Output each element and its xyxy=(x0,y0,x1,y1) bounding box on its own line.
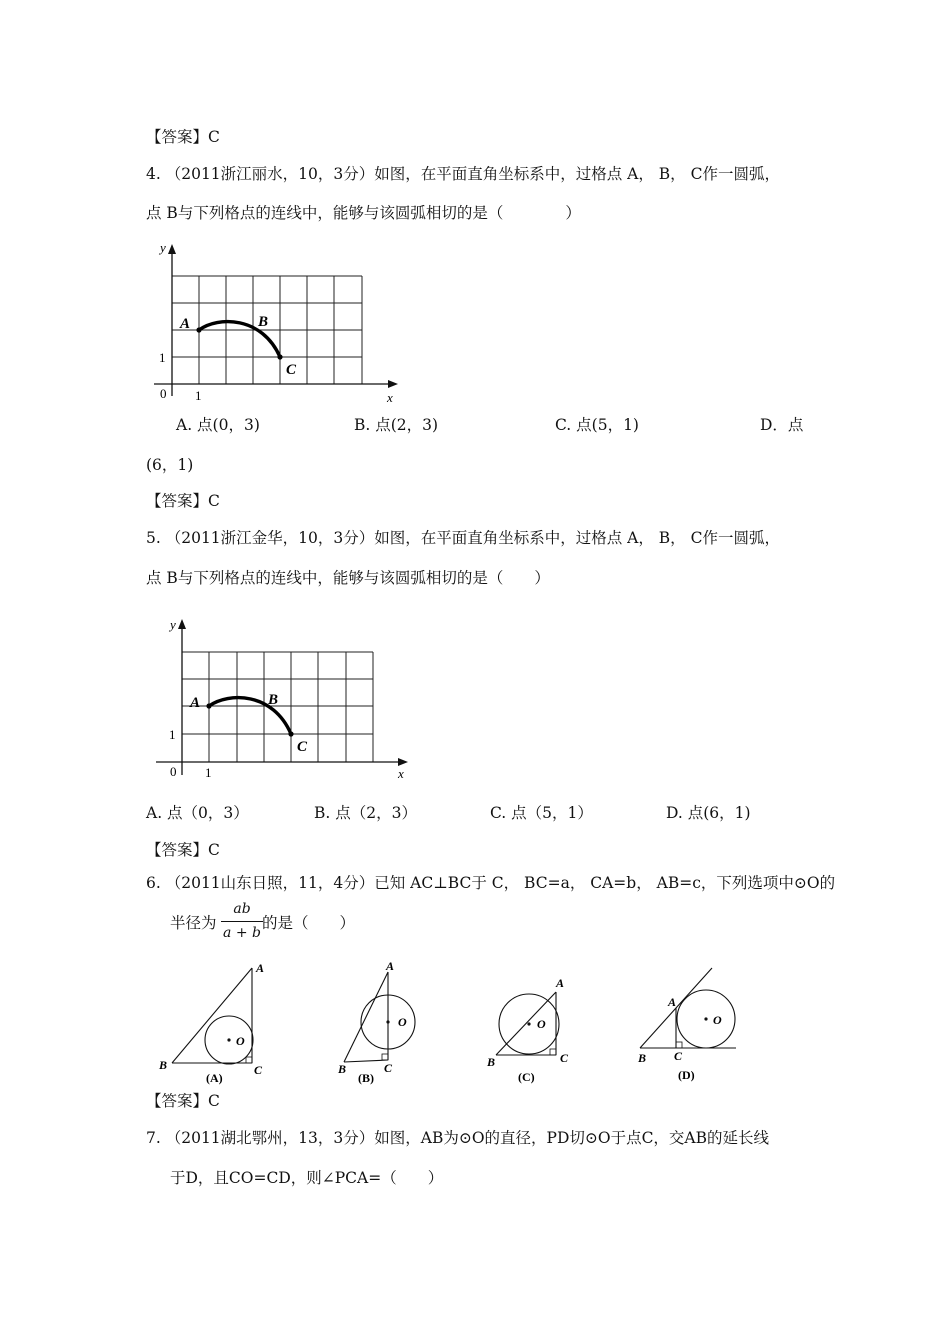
q5-y-one-label: 1 xyxy=(169,727,176,742)
q6d-point-c-label: C xyxy=(674,1049,683,1063)
q5-y-axis-label: y xyxy=(170,617,176,632)
q5-text-line2: 点 B与下列格点的连线中，能够与该圆弧相切的是（ ） xyxy=(146,569,550,587)
q6c-point-o-label: O xyxy=(537,1017,546,1031)
q4-x-axis-label: x xyxy=(387,390,393,405)
q4-option-d-wrap: (6，1) xyxy=(146,456,194,474)
q6d-point-o-label: O xyxy=(713,1013,722,1027)
q6-text-radius-suffix: 的是（ ） xyxy=(262,914,356,932)
q5-option-a: A. 点（0，3） xyxy=(146,804,249,822)
q6a-point-a-label: A xyxy=(256,961,265,975)
q5-x-axis-label: x xyxy=(398,766,404,781)
q5-option-d: D. 点(6，1) xyxy=(666,804,751,822)
q6d-point-a-label: A xyxy=(668,995,677,1009)
q5-option-b: B. 点（2，3） xyxy=(314,804,417,822)
q4-x-one-label: 1 xyxy=(195,388,202,403)
q6-fraction-bar xyxy=(221,921,263,922)
q6d-caption: (D) xyxy=(678,1068,695,1082)
answer-5: 【答案】C xyxy=(146,841,220,859)
q6c-point-c-label: C xyxy=(560,1051,569,1065)
q7-text-line1: 7. （2011湖北鄂州，13，3分）如图，AB为⊙O的直径，PD切⊙O于点C，交AB的延长线 xyxy=(146,1129,770,1147)
q6b-point-o-label: O xyxy=(398,1015,407,1029)
q6d-point-b-label: B xyxy=(638,1051,647,1065)
q6-fraction-denominator: a + b xyxy=(223,925,261,941)
q4-point-b-label: B xyxy=(258,314,269,330)
q6a-caption: (A) xyxy=(206,1071,223,1085)
q4-option-a: A. 点(0，3) xyxy=(176,416,260,434)
q6-fraction-numerator: ab xyxy=(233,901,251,917)
q4-text-line2: 点 B与下列格点的连线中，能够与该圆弧相切的是（ ） xyxy=(146,204,581,222)
q6a-point-b-label: B xyxy=(159,1058,168,1072)
q6c-point-a-label: A xyxy=(556,976,565,990)
q5-text-line1: 5. （2011浙江金华，10，3分）如图，在平面直角坐标系中，过格点 A， B， C作一圆弧， xyxy=(146,529,780,547)
q5-option-c: C. 点（5，1） xyxy=(490,804,593,822)
q5-origin-label: 0 xyxy=(170,764,177,779)
q4-origin-label: 0 xyxy=(160,386,167,401)
q6-text-radius-prefix: 半径为 xyxy=(170,914,217,932)
q4-grid-figure xyxy=(140,238,410,408)
q4-option-c: C. 点(5，1) xyxy=(555,416,639,434)
q4-y-one-label: 1 xyxy=(159,350,166,365)
q6b-point-b-label: B xyxy=(338,1062,347,1076)
q6c-point-b-label: B xyxy=(487,1055,496,1069)
q6-figure-d xyxy=(630,958,750,1088)
q4-y-axis-label: y xyxy=(160,240,166,255)
q6c-caption: (C) xyxy=(518,1070,535,1084)
q6b-point-c-label: C xyxy=(384,1061,393,1075)
q5-grid-figure xyxy=(150,617,420,782)
q5-point-c-label: C xyxy=(297,739,308,755)
q6-figure-c xyxy=(480,960,590,1088)
answer-4: 【答案】C xyxy=(146,492,220,510)
q6-text-line1: 6. （2011山东日照，11，4分）已知 AC⊥BC于 C， BC=a， CA=b， AB=c，下列选项中⊙O的 xyxy=(146,874,836,892)
q4-text-line1: 4. （2011浙江丽水，10，3分）如图，在平面直角坐标系中，过格点 A， B， C作一圆弧， xyxy=(146,165,780,183)
answer-3: 【答案】C xyxy=(146,128,220,146)
q6-figure-a xyxy=(150,958,280,1088)
q6-figure-b xyxy=(330,958,440,1088)
q5-x-one-label: 1 xyxy=(205,765,212,780)
q7-text-line2: 于D，且CO=CD，则∠PCA=（ ） xyxy=(170,1169,444,1187)
q6a-point-c-label: C xyxy=(254,1063,263,1077)
q4-option-d: D．点 xyxy=(760,416,804,434)
q6b-caption: (B) xyxy=(358,1071,374,1085)
q6a-point-o-label: O xyxy=(236,1034,245,1048)
q5-point-a-label: A xyxy=(190,695,201,711)
q4-point-c-label: C xyxy=(286,362,297,378)
q4-point-a-label: A xyxy=(180,316,191,332)
q4-option-b: B. 点(2，3) xyxy=(354,416,439,434)
q5-point-b-label: B xyxy=(268,692,279,708)
q6b-point-a-label: A xyxy=(386,959,395,973)
answer-6: 【答案】C xyxy=(146,1092,220,1110)
